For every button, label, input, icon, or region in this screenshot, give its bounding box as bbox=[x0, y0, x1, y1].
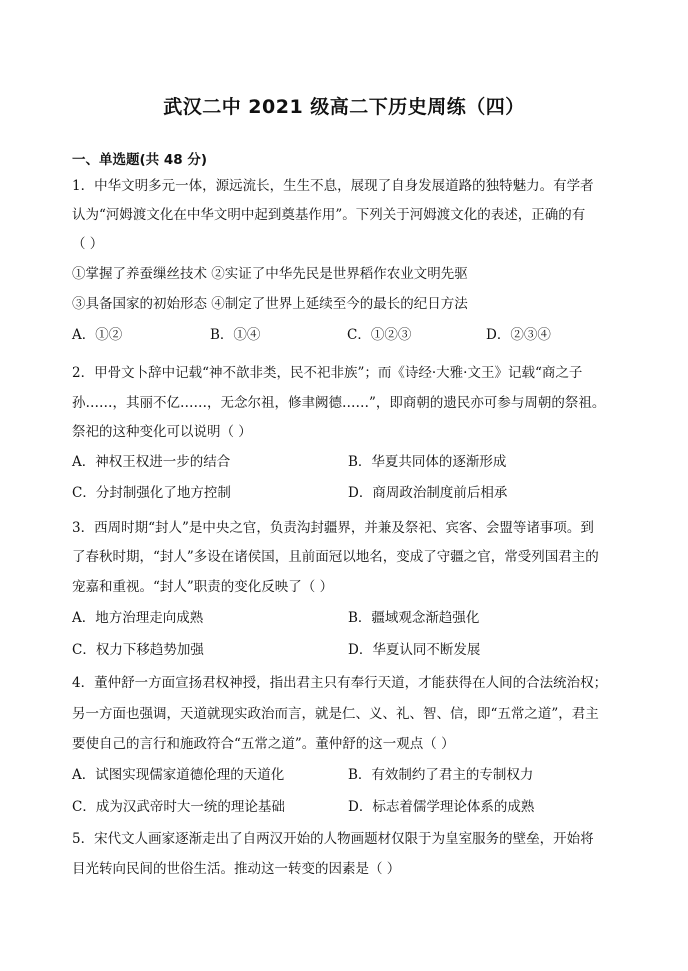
q1-line-5: ③具备国家的初始形态 ④制定了世界上延续至今的最长的纪日方法 bbox=[72, 296, 468, 312]
q1-option-c: C．①②③ bbox=[347, 327, 412, 343]
q1-option-b: B．①④ bbox=[210, 327, 261, 343]
q3-option-b: B．疆域观念渐趋强化 bbox=[348, 610, 480, 626]
q3-option-d: D．华夏认同不断发展 bbox=[348, 642, 481, 658]
q3-option-c: C．权力下移趋势加强 bbox=[72, 642, 204, 658]
q4-option-d: D．标志着儒学理论体系的成熟 bbox=[348, 799, 535, 815]
q2-line-1: 2．甲骨文卜辞中记载“神不歆非类，民不祀非族”；而《诗经·大雅·文王》记载“商之子 bbox=[72, 365, 583, 381]
q2-option-a: A．神权王权进一步的结合 bbox=[72, 454, 231, 470]
q1-line-4: ①掌握了养蚕缫丝技术 ②实证了中华先民是世界稻作农业文明先驱 bbox=[72, 266, 468, 282]
q4-line-2: 另一方面也强调，天道就现实政治而言，就是仁、义、礼、智、信，即“五常之道”，君主 bbox=[72, 706, 599, 722]
q4-line-3: 要使自己的言行和施政符合“五常之道”。董仲舒的这一观点（ ） bbox=[72, 736, 455, 752]
q3-line-3: 宠嘉和重视。“封人”职责的变化反映了（ ） bbox=[72, 579, 334, 595]
q4-option-a: A．试图实现儒家道德伦理的天道化 bbox=[72, 767, 285, 783]
page-title: 武汉二中 2021 级高二下历史周练（四） bbox=[163, 96, 525, 118]
q2-line-3: 祭祀的这种变化可以说明（ ） bbox=[72, 424, 252, 440]
q3-line-2: 了春秋时期，“封人”多设在诸侯国，且前面冠以地名，变成了守疆之官，常受列国君主的 bbox=[72, 549, 599, 565]
q5-line-2: 目光转向民间的世俗生活。推动这一转变的因素是（ ） bbox=[72, 861, 401, 877]
q2-option-b: B．华夏共同体的逐渐形成 bbox=[348, 454, 507, 470]
q4-line-1: 4．董仲舒一方面宣扬君权神授，指出君主只有奉行天道，才能获得在人间的合法统治权； bbox=[72, 675, 608, 691]
q1-option-d: D．②③④ bbox=[486, 327, 551, 343]
section-heading: 一、单选题(共 48 分) bbox=[72, 152, 208, 168]
q2-line-2: 孙……，其丽不亿……，无念尔祖，修聿阙德……”，即商朝的遗民亦可参与周朝的祭祖。 bbox=[72, 395, 606, 411]
q2-option-c: C．分封制强化了地方控制 bbox=[72, 485, 231, 501]
q1-line-3: （ ） bbox=[72, 236, 104, 252]
q1-line-2: 认为“河姆渡文化在中华文明中起到奠基作用”。下列关于河姆渡文化的表述，正确的有 bbox=[72, 207, 586, 223]
q4-option-c: C．成为汉武帝时大一统的理论基础 bbox=[72, 799, 285, 815]
q3-line-1: 3．西周时期“封人”是中央之官，负责沟封疆界，并兼及祭祀、宾客、会盟等诸事项。到 bbox=[72, 520, 594, 536]
q3-option-a: A．地方治理走向成熟 bbox=[72, 610, 204, 626]
q1-line-1: 1．中华文明多元一体，源远流长，生生不息，展现了自身发展道路的独特魅力。有学者 bbox=[72, 178, 594, 194]
q1-option-a: A．①② bbox=[72, 327, 123, 343]
q4-option-b: B．有效制约了君主的专制权力 bbox=[348, 767, 534, 783]
q5-line-1: 5．宋代文人画家逐渐走出了自两汉开始的人物画题材仅限于为皇室服务的壁垒，开始将 bbox=[72, 831, 594, 847]
q2-option-d: D．商周政治制度前后相承 bbox=[348, 485, 508, 501]
